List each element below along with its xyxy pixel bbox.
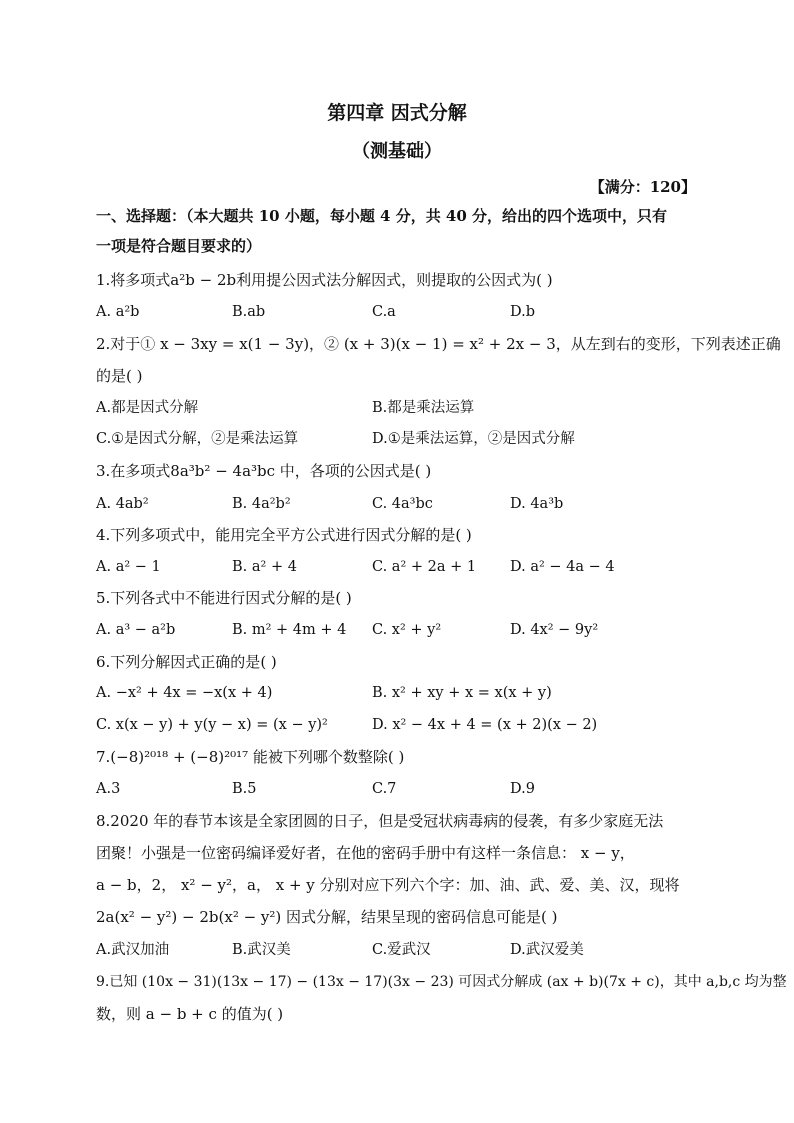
- question-4-text: 4.下列多项式中，能用完全平方公式进行因式分解的是( ): [96, 526, 472, 544]
- question-8-text-line2: 团聚！小强是一位密码编译爱好者，在他的密码手册中有这样一条信息： x − y，: [96, 844, 635, 862]
- question-8-text-line3: a − b，2， x² − y²，a， x + y 分别对应下列六个字：加、油、武、爱、美、汉，现将: [96, 876, 680, 894]
- full-score: 【满分：120】: [589, 178, 696, 196]
- q5-option-c: C. x² + y²: [372, 622, 442, 638]
- q2-option-c: C.①是因式分解，②是乘法运算: [96, 431, 299, 447]
- question-7-text: 7.(−8)²⁰¹⁸ + (−8)²⁰¹⁷ 能被下列哪个数整除( ): [96, 748, 405, 766]
- q1-option-d: D.b: [510, 304, 535, 320]
- question-8-text-line1: 8.2020 年的春节本该是全家团圆的日子，但是受冠状病毒病的侵袭，有多少家庭无法: [96, 812, 664, 830]
- question-9-text-line2: 数，则 a − b + c 的值为( ): [96, 1005, 284, 1023]
- question-1-text: 1.将多项式a²b − 2b利用提公因式法分解因式，则提取的公因式为( ): [96, 271, 553, 289]
- question-2-text-line2: 的是( ): [96, 367, 143, 385]
- q5-option-a: A. a³ − a²b: [96, 622, 176, 638]
- question-5-text: 5.下列各式中不能进行因式分解的是( ): [96, 589, 352, 607]
- q3-option-d: D. 4a³b: [510, 496, 564, 512]
- q4-option-c: C. a² + 2a + 1: [372, 559, 477, 575]
- q8-option-c: C.爱武汉: [372, 942, 431, 958]
- q8-option-a: A.武汉加油: [96, 942, 170, 958]
- question-9-text-line1: 9.已知 (10x − 31)(13x − 17) − (13x − 17)(3x − 23) 可因式分解成 (ax + b)(7x + c)，其中 a,b,c 均为整: [96, 974, 787, 990]
- question-2-text-line1: 2.对于① x − 3xy = x(1 − 3y)，② (x + 3)(x − 1) = x² + 2x − 3，从左到右的变形，下列表述正确: [96, 335, 781, 353]
- q6-option-b: B. x² + xy + x = x(x + y): [372, 685, 552, 701]
- section-heading-line1: 一、选择题：（本大题共 10 小题，每小题 4 分，共 40 分，给出的四个选项中，只有: [96, 207, 668, 225]
- q3-option-c: C. 4a³bc: [372, 496, 433, 512]
- q2-option-b: B.都是乘法运算: [372, 400, 475, 416]
- q2-option-d: D.①是乘法运算，②是因式分解: [372, 431, 575, 447]
- q1-option-a: A. a²b: [96, 304, 140, 320]
- page-title: 第四章 因式分解: [327, 102, 467, 124]
- q4-option-a: A. a² − 1: [96, 559, 161, 575]
- q5-option-d: D. 4x² − 9y²: [510, 622, 599, 638]
- q7-option-c: C.7: [372, 781, 397, 797]
- q3-option-b: B. 4a²b²: [232, 496, 291, 512]
- q7-option-d: D.9: [510, 781, 535, 797]
- q8-option-b: B.武汉美: [232, 942, 291, 958]
- q2-option-a: A.都是因式分解: [96, 400, 199, 416]
- q6-option-d: D. x² − 4x + 4 = (x + 2)(x − 2): [372, 717, 598, 733]
- q3-option-a: A. 4ab²: [96, 496, 149, 512]
- q7-option-b: B.5: [232, 781, 257, 797]
- q1-option-b: B.ab: [232, 304, 266, 320]
- page-subtitle: （测基础）: [352, 141, 442, 162]
- question-8-text-line4: 2a(x² − y²) − 2b(x² − y²) 因式分解，结果呈现的密码信息可能是( ): [96, 908, 558, 926]
- q8-option-d: D.武汉爱美: [510, 942, 584, 958]
- section-heading-line2: 一项是符合题目要求的）: [96, 237, 262, 255]
- q4-option-b: B. a² + 4: [232, 559, 297, 575]
- question-6-text: 6.下列分解因式正确的是( ): [96, 653, 277, 671]
- q5-option-b: B. m² + 4m + 4: [232, 622, 347, 638]
- question-3-text: 3.在多项式8a³b² − 4a³bc 中，各项的公因式是( ): [96, 462, 432, 480]
- q7-option-a: A.3: [96, 781, 121, 797]
- q6-option-c: C. x(x − y) + y(y − x) = (x − y)²: [96, 717, 328, 733]
- q6-option-a: A. −x² + 4x = −x(x + 4): [96, 685, 273, 701]
- q1-option-c: C.a: [372, 304, 396, 320]
- q4-option-d: D. a² − 4a − 4: [510, 559, 615, 575]
